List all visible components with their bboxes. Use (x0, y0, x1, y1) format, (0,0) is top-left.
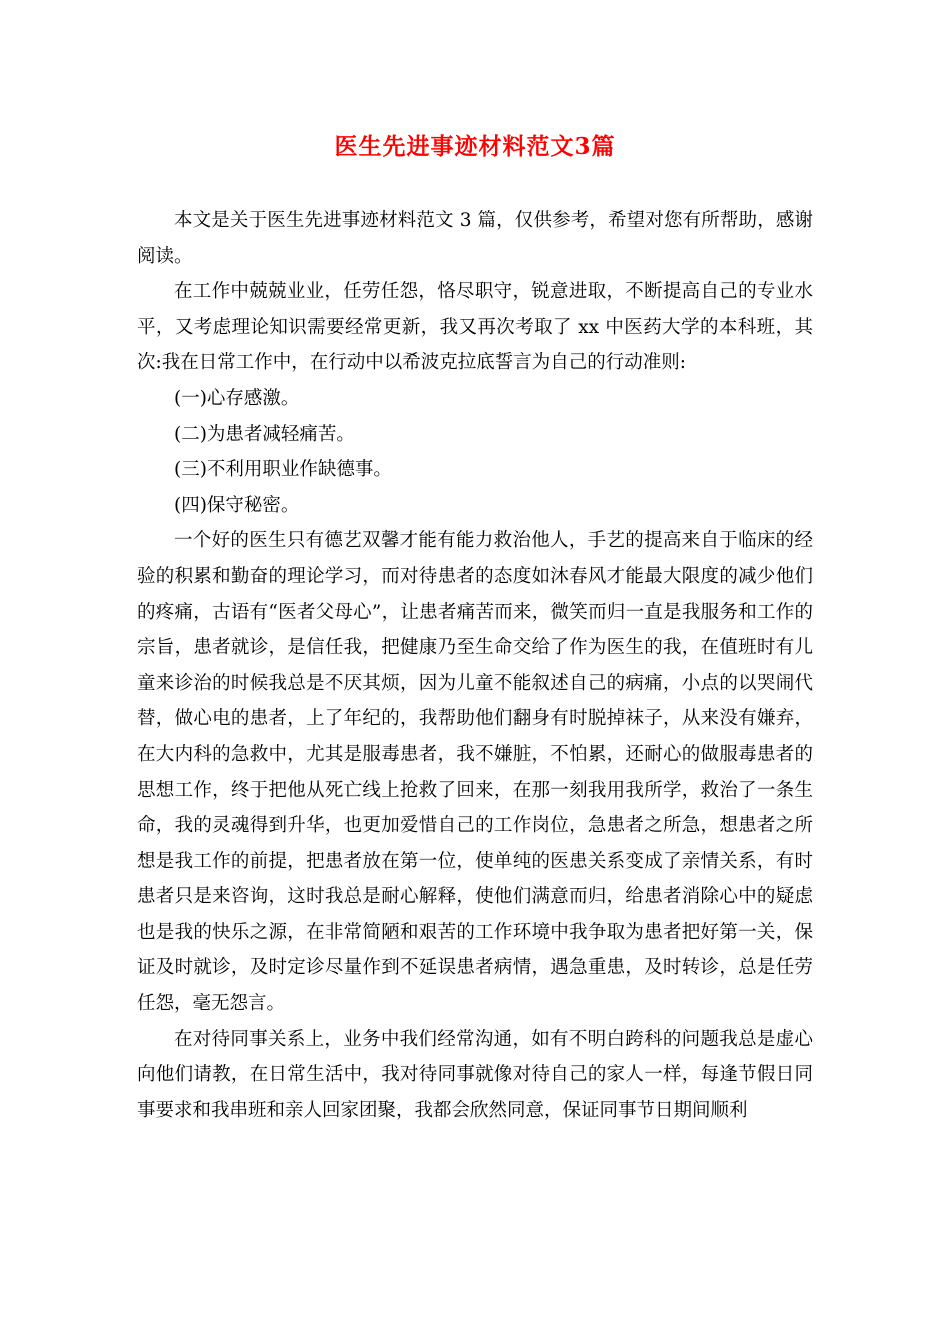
oath-item-4: (四)保守秘密。 (174, 494, 300, 516)
document-title: 医生先进事迹材料范文3篇 (334, 133, 616, 160)
oath-item-1: (一)心存感激。 (174, 387, 300, 409)
oath-item-3: (三)不利用职业作缺德事。 (174, 459, 392, 481)
paragraph-work: 在工作中兢兢业业，任劳任怨，恪尽职守，锐意进取，不断提高自己的专业水平，又考虑理论知识需要经常更新，我又再次考取了 xx 中医药大学的本科班，其次:我在日常工作中，在行动中以希波克拉底誓言为自己的行动准则: (137, 281, 813, 374)
document-body (137, 203, 813, 1128)
paragraph-colleagues: 在对待同事关系上，业务中我们经常沟通，如有不明白跨科的问题我总是虚心向他们请教，在日常生活中，我对待同事就像对待自己的家人一样，每逢节假日同事要求和我串班和亲人回家团聚，我都会欣然同意，保证同事节日期间顺利 (137, 1028, 813, 1121)
paragraph-intro: 本文是关于医生先进事迹材料范文 3 篇，仅供参考，希望对您有所帮助，感谢阅读。 (137, 210, 813, 267)
oath-item-2: (二)为患者减轻痛苦。 (174, 423, 355, 445)
paragraph-good-doctor: 一个好的医生只有德艺双馨才能有能力救治他人，手艺的提高来自于临床的经验的积累和勤奋的理论学习，而对待患者的态度如沐春风才能最大限度的减少他们的疼痛，古语有“医者父母心”，让患者痛苦而来，微笑而归一直是我服务和工作的宗旨，患者就诊，是信任我，把健康乃至生命交给了作为医生的我，在值班时有儿童来诊治的时候我总是不厌其烦，因为儿童不能叙述自己的病痛，小点的以哭闹代替，做心电的患者，上了年纪的，我帮助他们翻身有时脱掉袜子，从来没有嫌弃，在大内科的急救中，尤其是服毒患者，我不嫌脏，不怕累，还耐心的做服毒患者的思想工作，终于把他从死亡线上抢救了回来，在那一刻我用我所学，救治了一条生命，我的灵魂得到升华，也更加爱惜自己的工作岗位，急患者之所急，想患者之所想是我工作的前提，把患者放在第一位，使单纯的医患关系变成了亲情关系，有时患者只是来咨询，这时我总是耐心解释，使他们满意而归，给患者消除心中的疑虑也是我的快乐之源，在非常简陋和艰苦的工作环境中我争取为患者把好第一关，保证及时就诊，及时定诊尽量作到不延误患者病情，遇急重患，及时转诊，总是任劳任怨，毫无怨言。 (137, 530, 813, 1015)
